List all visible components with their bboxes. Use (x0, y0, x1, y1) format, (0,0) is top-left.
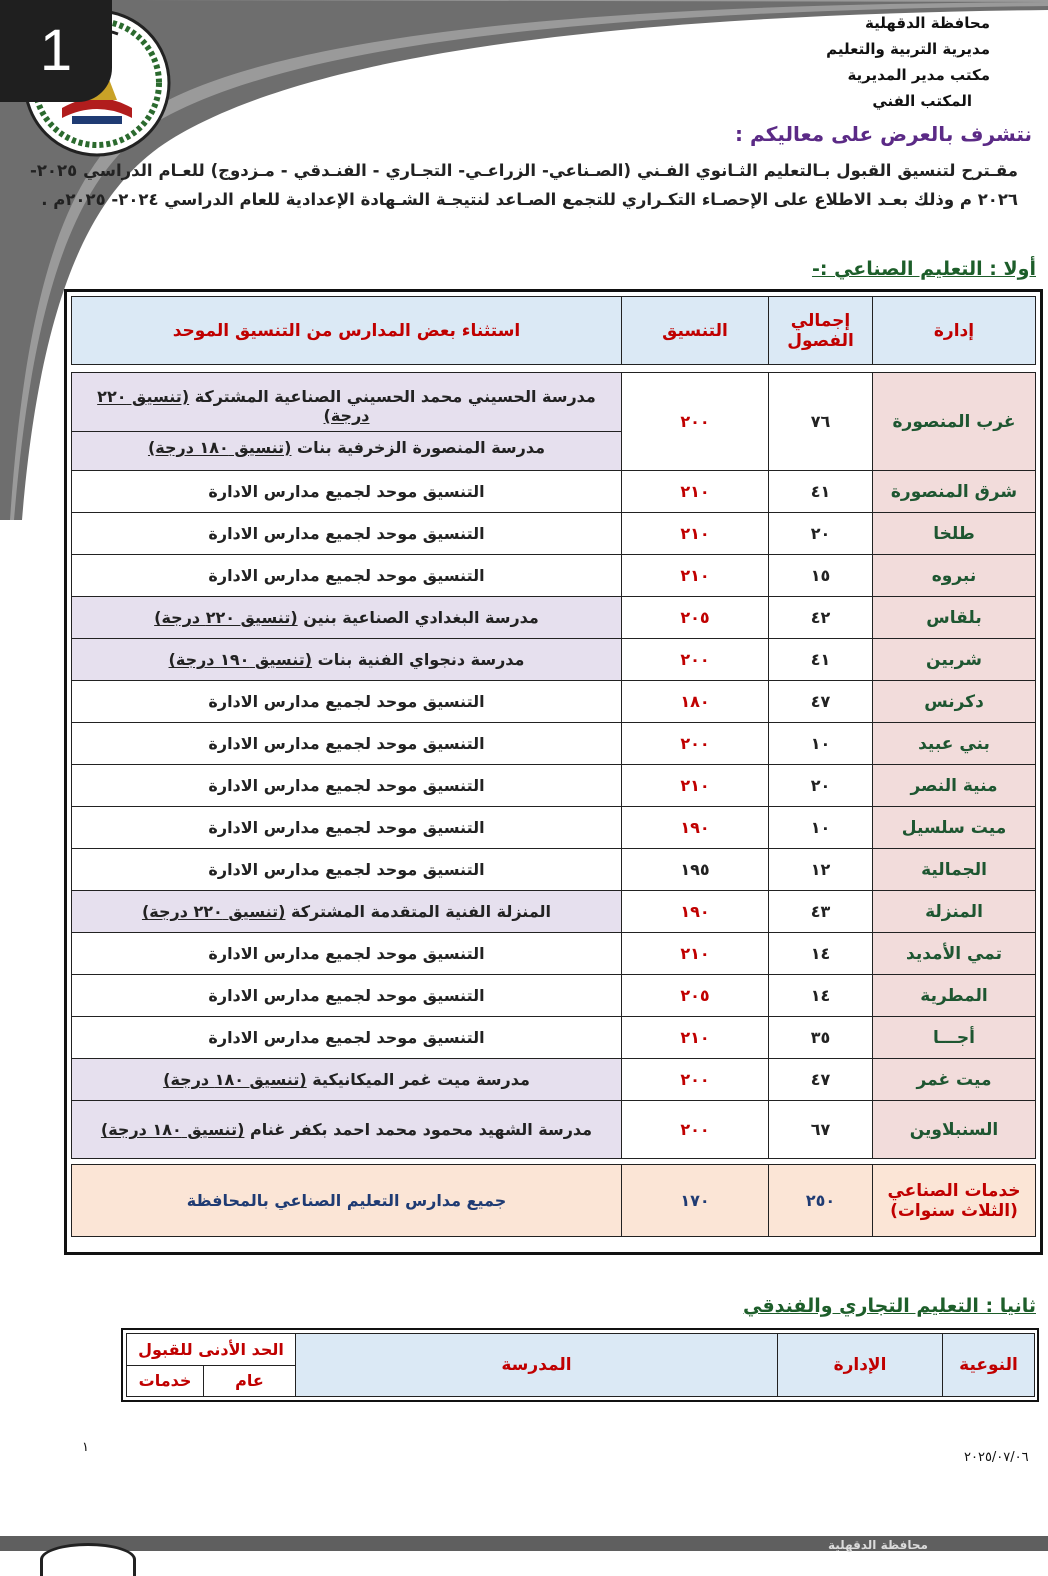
header-school: المدرسة (296, 1334, 778, 1397)
cell-tansiq: ١٨٠ (622, 681, 769, 723)
header-admin: إدارة (873, 297, 1036, 365)
cell-classes: ٤١ (769, 639, 873, 681)
cell-exception: التنسيق موحد لجميع مدارس الادارة (72, 975, 622, 1017)
header-governorate: محافظة الدقهلية (865, 14, 990, 32)
header-general: عام (204, 1365, 296, 1397)
intro-body: مقـترح لتنسيق القبول بـالتعليم الثـانوي الفـني (الصـناعي- الزراعـي- التجـاري - الفنـدقي - مـزدوج) للعـام الدراسي ٢٠٢٥- ٢٠٢٦ م وذلك بعـد الاطلاع على الإحصـاء التكـراري للتجمع الصـاعد لنتيجـة الشـهادة الإعدادية للعام الدراسي ٢٠٢٤- ٢٠٢٥م . (30, 161, 1018, 209)
footer-classes: ٢٥٠ (769, 1165, 873, 1237)
cell-exception: التنسيق موحد لجميع مدارس الادارة (72, 765, 622, 807)
cell-exception: التنسيق موحد لجميع مدارس الادارة (72, 681, 622, 723)
cell-exception: التنسيق موحد لجميع مدارس الادارة (72, 849, 622, 891)
cell-exception: التنسيق موحد لجميع مدارس الادارة (72, 933, 622, 975)
cell-admin: غرب المنصورة (873, 373, 1036, 471)
header-admin-2: الإدارة (778, 1334, 943, 1397)
table-row (72, 933, 1036, 975)
cell-tansiq: ٢١٠ (622, 1017, 769, 1059)
cell-exception: التنسيق موحد لجميع مدارس الادارة (72, 555, 622, 597)
cell-exception: مدرسة دنجواي الفنية بنات (تنسيق ١٩٠ درجة) (72, 639, 622, 681)
table-row (72, 471, 1036, 513)
cell-classes: ١٢ (769, 849, 873, 891)
next-page-logo (40, 1543, 136, 1576)
table-row (72, 555, 1036, 597)
cell-exception: المنزلة الفنية المتقدمة المشتركة (تنسيق ٢٢٠ درجة) (72, 891, 622, 933)
table-row (72, 975, 1036, 1017)
cell-tansiq: ٢١٠ (622, 513, 769, 555)
cell-tansiq: ٢١٠ (622, 933, 769, 975)
cell-tansiq: ٢٠٠ (622, 1059, 769, 1101)
cell-classes: ١٠ (769, 807, 873, 849)
cell-tansiq: ١٩٠ (622, 891, 769, 933)
cell-exception: التنسيق موحد لجميع مدارس الادارة (72, 723, 622, 765)
table-row (72, 1017, 1036, 1059)
cell-tansiq: ٢٠٠ (622, 639, 769, 681)
exception-line: مدرسة المنصورة الزخرفية بنات (تنسيق ١٨٠ درجة) (72, 431, 621, 463)
cell-admin: المنزلة (873, 891, 1036, 933)
table-row (72, 597, 1036, 639)
cell-exception (72, 373, 622, 471)
page-number-badge: 1 (0, 0, 112, 102)
section1-title: أولا : التعليم الصناعي :- (811, 258, 1036, 280)
header-directorate: مديرية التربية والتعليم (826, 40, 990, 58)
exception-line: مدرسة الحسيني محمد الحسيني الصناعية المشتركة (تنسيق ٢٢٠ درجة) (97, 386, 596, 425)
header-tansiq: التنسيق (622, 297, 769, 365)
cell-tansiq: ٢١٠ (622, 471, 769, 513)
page-number: ١ (82, 1440, 89, 1455)
cell-classes: ٣٥ (769, 1017, 873, 1059)
cell-admin: بلقاس (873, 597, 1036, 639)
table-row (72, 1059, 1036, 1101)
table-row (72, 639, 1036, 681)
cell-exception: التنسيق موحد لجميع مدارس الادارة (72, 471, 622, 513)
table-row (72, 849, 1036, 891)
table-row (72, 807, 1036, 849)
cell-exception: مدرسة ميت غمر الميكانيكية (تنسيق ١٨٠ درجة) (72, 1059, 622, 1101)
table-row (72, 513, 1036, 555)
header-type: النوعية (943, 1334, 1035, 1397)
industrial-education-table (71, 296, 1036, 1237)
cell-tansiq: ٢١٠ (622, 555, 769, 597)
section2-title: ثانيا : التعليم التجاري والفندقي (743, 1295, 1036, 1317)
table-row (72, 373, 1036, 471)
cell-admin: منية النصر (873, 765, 1036, 807)
cell-exception: مدرسة الشهيد محمود محمد احمد بكفر غنام (تنسيق ١٨٠ درجة) (72, 1101, 622, 1159)
cell-classes: ٦٧ (769, 1101, 873, 1159)
cell-tansiq: ٢١٠ (622, 765, 769, 807)
cell-classes: ٧٦ (769, 373, 873, 471)
cell-classes: ١٥ (769, 555, 873, 597)
cell-tansiq: ٢٠٠ (622, 1101, 769, 1159)
cell-admin: ميت غمر (873, 1059, 1036, 1101)
intro-title: نتشرف بالعرض على معاليكم : (735, 122, 1032, 146)
cell-exception: التنسيق موحد لجميع مدارس الادارة (72, 1017, 622, 1059)
cell-tansiq: ١٩٥ (622, 849, 769, 891)
document-date: ٢٠٢٥/٠٧/٠٦ (964, 1450, 1029, 1465)
cell-admin: أجـــا (873, 1017, 1036, 1059)
table-footer-row (72, 1165, 1036, 1237)
cell-classes: ٤١ (769, 471, 873, 513)
cell-exception: مدرسة البغدادي الصناعية بنين (تنسيق ٢٢٠ درجة) (72, 597, 622, 639)
cell-admin: السنبلاوين (873, 1101, 1036, 1159)
table-row (72, 1101, 1036, 1159)
cell-tansiq: ٢٠٠ (622, 373, 769, 471)
cell-admin: دكرنس (873, 681, 1036, 723)
table-row (72, 681, 1036, 723)
cell-admin: المطرية (873, 975, 1036, 1017)
cell-admin: بني عبيد (873, 723, 1036, 765)
cell-classes: ٤٢ (769, 597, 873, 639)
header-office: مكتب مدير المديرية (847, 66, 990, 84)
cell-admin: الجمالية (873, 849, 1036, 891)
cell-admin: تمي الأمديد (873, 933, 1036, 975)
commercial-education-table (126, 1333, 1035, 1397)
cell-tansiq: ٢٠٥ (622, 597, 769, 639)
cell-admin: شربين (873, 639, 1036, 681)
footer-tansiq: ١٧٠ (622, 1165, 769, 1237)
table-row (72, 891, 1036, 933)
cell-classes: ١٤ (769, 975, 873, 1017)
table-row (72, 723, 1036, 765)
header-min-acceptance: الحد الأدنى للقبول (127, 1334, 296, 1366)
header-classes: إجمالي الفصول (769, 297, 873, 365)
cell-exception: التنسيق موحد لجميع مدارس الادارة (72, 807, 622, 849)
cell-tansiq: ٢٠٥ (622, 975, 769, 1017)
header-technical-office: المكتب الفني (872, 92, 972, 110)
cell-admin: ميت سلسيل (873, 807, 1036, 849)
cell-classes: ٤٧ (769, 1059, 873, 1101)
table-row (72, 765, 1036, 807)
next-page-header: محافظة الدقهلية (828, 1538, 928, 1552)
cell-classes: ١٤ (769, 933, 873, 975)
cell-tansiq: ١٩٠ (622, 807, 769, 849)
footer-admin: خدمات الصناعي (الثلاث سنوات) (873, 1165, 1036, 1237)
cell-classes: ١٠ (769, 723, 873, 765)
cell-admin: طلخا (873, 513, 1036, 555)
cell-admin: شرق المنصورة (873, 471, 1036, 513)
cell-classes: ٢٠ (769, 765, 873, 807)
cell-classes: ٤٧ (769, 681, 873, 723)
cell-admin: نبروه (873, 555, 1036, 597)
cell-classes: ٤٣ (769, 891, 873, 933)
header-services: خدمات (127, 1365, 204, 1397)
header-exception: استثناء بعض المدارس من التنسيق الموحد (72, 297, 622, 365)
cell-exception: التنسيق موحد لجميع مدارس الادارة (72, 513, 622, 555)
table-header-row (72, 297, 1036, 365)
footer-exception: جميع مدارس التعليم الصناعي بالمحافظة (72, 1165, 622, 1237)
cell-classes: ٢٠ (769, 513, 873, 555)
cell-tansiq: ٢٠٠ (622, 723, 769, 765)
